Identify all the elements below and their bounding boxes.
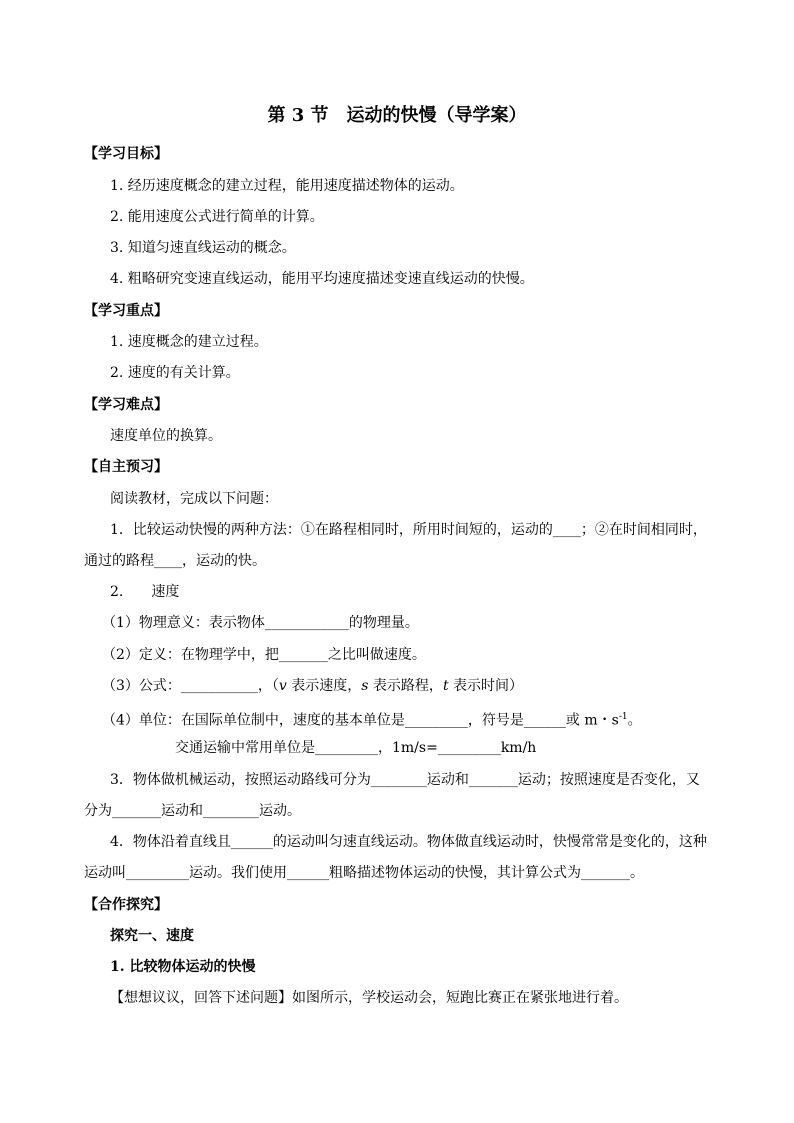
question-2-4 (102, 708, 642, 730)
question-2-4-transport: 交通运输中常用单位是_________，1m/s=_________km/h (175, 740, 537, 756)
question-2-3 (102, 677, 523, 695)
page-title: 第 3 节 运动的快慢（导学案） (267, 105, 527, 126)
explore-topic: 1. 比较物体运动的快慢 (110, 959, 256, 975)
difficulties-heading: 【学习难点】 (84, 397, 168, 413)
formula-t-desc: 表示时间） (448, 678, 524, 694)
explore-subheading: 探究一、速度 (110, 928, 194, 944)
key-points-heading: 【学习重点】 (84, 303, 168, 319)
formula-s-desc: 表示路程， (368, 678, 443, 694)
question-1-line-1: 1．比较运动快慢的两种方法：①在路程相同时，所用时间短的，运动的____；②在时间相同时， (110, 522, 707, 538)
difficulty-text: 速度单位的换算。 (110, 428, 222, 444)
question-2-number: 2. (110, 584, 124, 600)
objective-item: 4. 粗略研究变速直线运动，能用平均速度描述变速直线运动的快慢。 (110, 271, 534, 287)
symbol-v: v (278, 678, 287, 694)
unit-superscript: -1 (618, 712, 628, 722)
key-point-item: 2. 速度的有关计算。 (110, 365, 240, 381)
symbol-s: s (361, 678, 369, 694)
objective-item: 1. 经历速度概念的建立过程，能用速度描述物体的运动。 (110, 178, 464, 194)
question-2-label: 速度 (151, 584, 180, 600)
question-2-1: （1）物理意义：表示物体____________的物理量。 (102, 615, 419, 631)
explore-heading: 【合作探究】 (84, 897, 168, 913)
question-3-line-1: 3．物体做机械运动，按照运动路线可分为________运动和_______运动；按照速度是否变化，又 (110, 772, 700, 788)
formula-v-desc: 表示速度， (286, 678, 362, 694)
objective-item: 2. 能用速度公式进行简单的计算。 (110, 209, 324, 225)
question-1-line-2: 通过的路程____，运动的快。 (84, 553, 266, 569)
unit-text: （4）单位：在国际单位制中，速度的基本单位是_________，符号是______或 m・s (102, 712, 619, 729)
preview-heading: 【自主预习】 (84, 459, 168, 475)
question-2-2: （2）定义：在物理学中，把_______之比叫做速度。 (102, 647, 426, 663)
question-4-line-2: 运动叫_________运动。我们使用______粗略描述物体运动的快慢，其计算公式为_______。 (84, 865, 644, 881)
objectives-heading: 【学习目标】 (84, 146, 168, 162)
symbol-t: t (442, 678, 449, 694)
preview-intro: 阅读教材，完成以下问题： (110, 491, 278, 507)
objective-item: 3. 知道匀速直线运动的概念。 (110, 240, 296, 256)
key-point-item: 1. 速度概念的建立过程。 (110, 334, 268, 350)
explore-text: 【想想议议，回答下述问题】如图所示，学校运动会，短跑比赛正在紧张地进行着。 (110, 990, 628, 1006)
formula-prefix: （3）公式：___________，（ (102, 678, 279, 694)
unit-end: 。 (627, 712, 642, 729)
question-3-line-2: 分为_______运动和________运动。 (84, 803, 301, 819)
question-4-line-1: 4．物体沿着直线且______的运动叫匀速直线运动。物体做直线运动时，快慢常常是变化的，这种 (110, 834, 707, 850)
question-2-heading (110, 583, 179, 601)
